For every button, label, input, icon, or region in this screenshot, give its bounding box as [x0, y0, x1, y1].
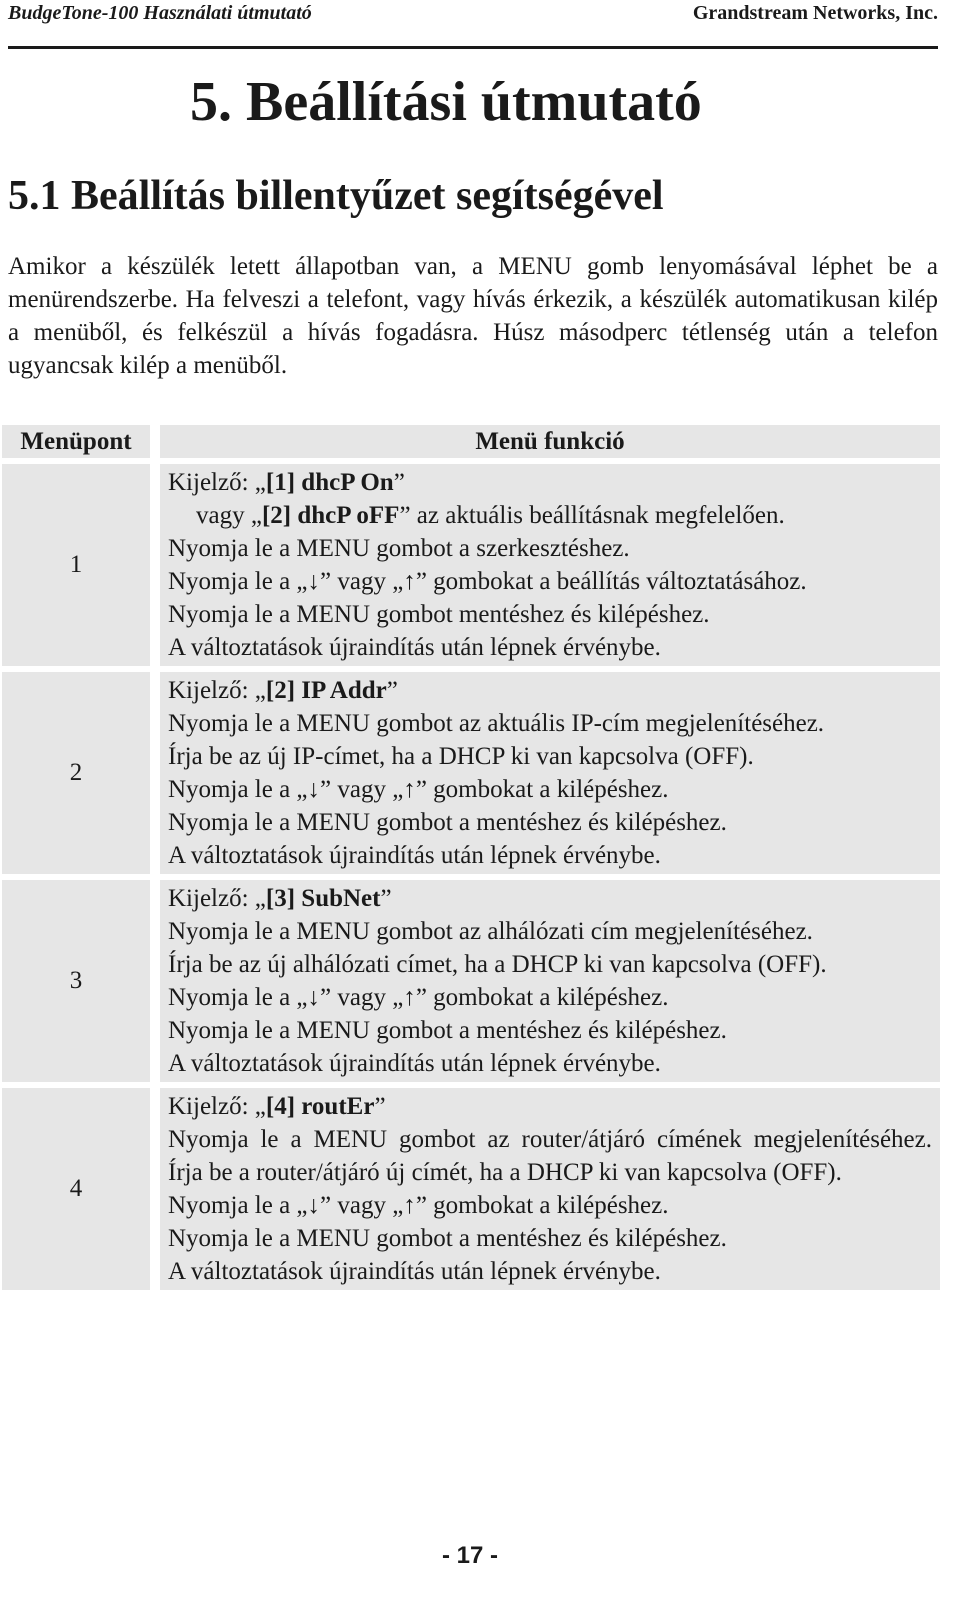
intro-paragraph: Amikor a készülék letett állapotban van, a MENU gomb lenyomásával léphet be a menürendszerbe. Ha felveszi a telefont, vagy hívás érkezik, a készülék automatikusan kilép a menüből, és felkészül a hívás fogadásra. Húsz másodperc tétlenség után a telefon ugyancsak kilép a menüből. — [8, 253, 938, 379]
display-alt-line — [168, 499, 932, 532]
display-label-line — [168, 674, 932, 707]
display-code: [3] SubNet — [265, 885, 381, 912]
display-suffix: ” — [393, 469, 405, 496]
instruction-line: Nyomja le a MENU gombot a mentéshez és kilépéshez. — [168, 1017, 727, 1044]
display-prefix: Kijelző: „ — [168, 885, 266, 912]
instruction-line: A változtatások újraindítás után lépnek érvénybe. — [168, 842, 661, 869]
display-prefix: Kijelző: „ — [168, 469, 266, 496]
chapter-title: 5. Beállítási útmutató — [190, 71, 702, 133]
menu-item-number: 4 — [2, 1088, 150, 1290]
display-suffix: ” — [380, 885, 392, 912]
section-title: 5.1 Beállítás billentyűzet segítségével — [8, 173, 664, 219]
page-number: - 17 - — [441, 1542, 498, 1569]
display-suffix: ” — [386, 677, 398, 704]
menu-item-number: 1 — [2, 464, 150, 666]
instruction-line: A változtatások újraindítás után lépnek érvénybe. — [168, 634, 661, 661]
column-gap — [150, 425, 160, 458]
instruction-line: Nyomja le a „↓” vagy „↑” gombokat a beállítás változtatásához. — [168, 568, 807, 595]
menu-item-number: 3 — [2, 880, 150, 1082]
display-suffix: ” az aktuális beállításnak megfelelően. — [399, 502, 785, 529]
instruction-line: Nyomja le a MENU gombot az router/átjáró címének megjelenítéséhez. — [168, 1126, 932, 1153]
display-label-line — [168, 466, 932, 499]
menu-function-cell — [160, 1088, 940, 1290]
instruction-line: Nyomja le a MENU gombot a szerkesztéshez. — [168, 535, 630, 562]
instruction-line: Nyomja le a MENU gombot az aktuális IP-cím megjelenítéséhez. — [168, 710, 825, 737]
display-prefix: Kijelző: „ — [168, 1093, 266, 1120]
menu-table-body — [2, 458, 940, 1290]
instruction-line: Írja be az új alhálózati címet, ha a DHCP ki van kapcsolva (OFF). — [168, 951, 827, 978]
menu-table — [2, 425, 940, 1290]
display-label-line — [168, 1090, 932, 1123]
header-divider — [8, 46, 938, 49]
menu-item-number: 2 — [2, 672, 150, 874]
instruction-line: Nyomja le a „↓” vagy „↑” gombokat a kilépéshez. — [168, 776, 669, 803]
table-row — [2, 880, 940, 1082]
display-suffix: ” — [374, 1093, 386, 1120]
instruction-line: Írja be az új IP-címet, ha a DHCP ki van kapcsolva (OFF). — [168, 743, 754, 770]
table-row — [2, 464, 940, 666]
header-document-title: BudgeTone-100 Használati útmutató — [8, 2, 312, 24]
instruction-line: Nyomja le a MENU gombot az alhálózati cím megjelenítéséhez. — [168, 918, 813, 945]
instruction-line: Nyomja le a „↓” vagy „↑” gombokat a kilépéshez. — [168, 984, 669, 1011]
display-code: [2] IP Addr — [265, 677, 387, 704]
instruction-line: Nyomja le a MENU gombot a mentéshez és kilépéshez. — [168, 1225, 727, 1252]
column-header-menu-function: Menü funkció — [160, 425, 940, 458]
instruction-line: Írja be a router/átjáró új címét, ha a DHCP ki van kapcsolva (OFF). — [168, 1159, 842, 1186]
instruction-line: A változtatások újraindítás után lépnek érvénybe. — [168, 1258, 661, 1285]
display-code: [2] dhcP oFF — [261, 502, 400, 529]
instruction-line: Nyomja le a „↓” vagy „↑” gombokat a kilépéshez. — [168, 1192, 669, 1219]
menu-function-cell — [160, 464, 940, 666]
instruction-line: Nyomja le a MENU gombot a mentéshez és kilépéshez. — [168, 809, 727, 836]
display-code: [4] routEr — [265, 1093, 375, 1120]
header-company-name: Grandstream Networks, Inc. — [692, 2, 938, 24]
instruction-line: Nyomja le a MENU gombot mentéshez és kilépéshez. — [168, 601, 710, 628]
display-prefix: Kijelző: „ — [168, 677, 266, 704]
table-row — [2, 1088, 940, 1290]
display-prefix: vagy „ — [196, 502, 262, 529]
menu-table-header-row — [2, 425, 940, 458]
menu-function-cell — [160, 880, 940, 1082]
display-label-line — [168, 882, 932, 915]
column-header-menu-item: Menüpont — [2, 425, 150, 458]
table-row — [2, 672, 940, 874]
instruction-line: A változtatások újraindítás után lépnek érvénybe. — [168, 1050, 661, 1077]
menu-function-cell — [160, 672, 940, 874]
display-code: [1] dhcP On — [265, 469, 394, 496]
